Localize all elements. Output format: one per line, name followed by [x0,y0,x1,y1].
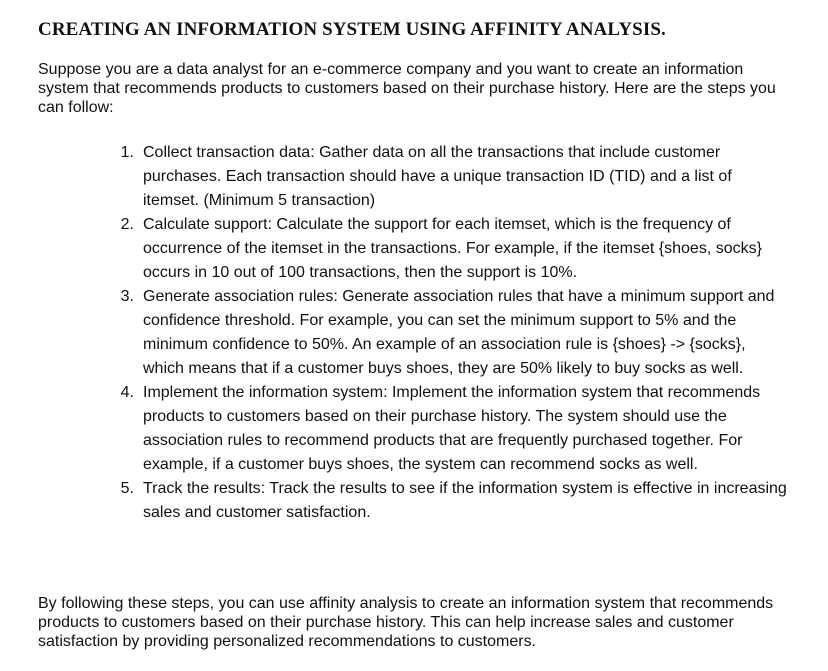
step-item-3 [110,285,790,381]
step-text: Implement the information system: Implement the information system that recommends products to customers based on their purchase history. The system should use the association rules to recommend products that are frequently purchased together. For example, if a customer buys shoes, the system can recommend socks as well. [143,384,761,473]
document-title: CREATING AN INFORMATION SYSTEM USING AFFINITY ANALYSIS. [38,19,666,40]
intro-paragraph: Suppose you are a data analyst for an e-commerce company and you want to create an information system that recommends products to customers based on their purchase history. Here are the steps you can follow: [38,61,776,116]
steps-list [110,141,790,525]
step-item-5 [110,477,790,525]
step-item-2 [110,213,790,285]
step-number: 5. [120,480,134,497]
step-number: 2. [120,216,134,233]
conclusion-paragraph: By following these steps, you can use affinity analysis to create an information system that recommends products to customers based on their purchase history. This can help increase sales and customer satisfaction by providing personalized recommendations to customers. [38,595,774,650]
step-item-1 [110,141,790,213]
step-item-4 [110,381,790,477]
step-number: 3. [120,288,134,305]
step-text: Calculate support: Calculate the support for each itemset, which is the frequency of occurrence of the itemset in the transactions. For example, if the itemset {shoes, socks} occurs in 10 out of 100 transactions, then the support is 10%. [143,216,762,281]
step-text: Collect transaction data: Gather data on all the transactions that include customer purchases. Each transaction should have a unique transaction ID (TID) and a list of itemset. (Minimum 5 transaction) [143,144,732,209]
step-text: Generate association rules: Generate association rules that have a minimum support and confidence threshold. For example, you can set the minimum support to 5% and the minimum confidence to 50%. An example of an association rule is {shoes} -> {socks}, which means that if a customer buys shoes, they are 50% likely to buy socks as well. [143,288,775,377]
step-number: 1. [120,144,134,161]
step-text: Track the results: Track the results to see if the information system is effective in increasing sales and customer satisfaction. [143,480,787,521]
step-number: 4. [120,384,134,401]
